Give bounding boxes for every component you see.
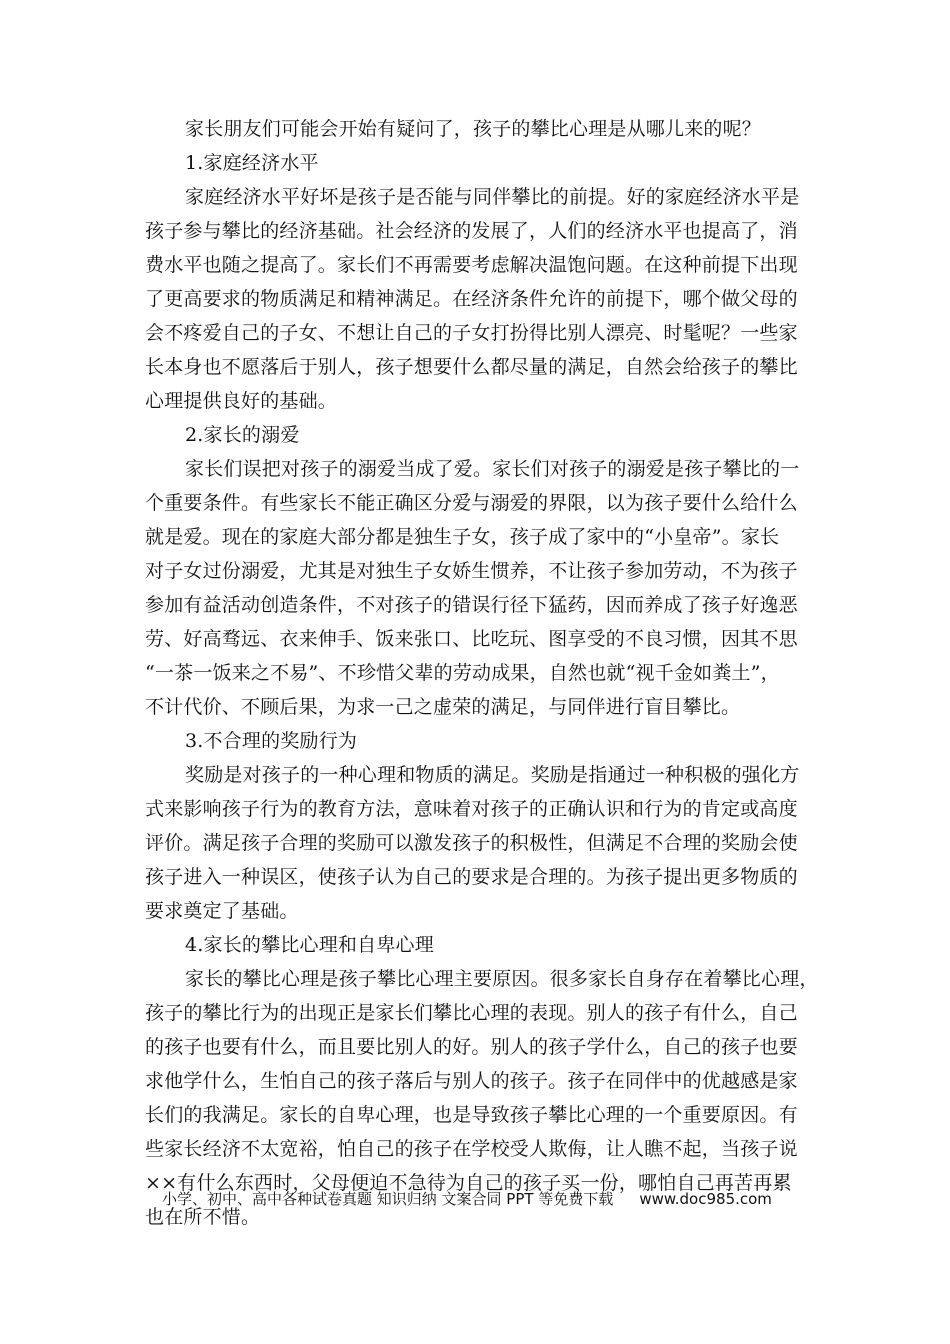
paragraph-line: 会不疼爱自己的子女、不想让自己的子女打扮得比别人漂亮、时髦呢？一些家 [145, 322, 798, 344]
paragraph-line: 孩子参与攀比的经济基础。社会经济的发展了，人们的经济水平也提高了，消 [145, 220, 798, 242]
section-paragraph-1 [145, 180, 817, 418]
paragraph-line: ××有什么东西时，父母便迫不急待为自己的孩子买一份，哪怕自己再苦再累 [145, 1172, 792, 1194]
document-body [145, 112, 817, 1234]
paragraph-line: 参加有益活动创造条件，不对孩子的错误行径下猛药，因而养成了孩子好逸恶 [145, 594, 798, 616]
paragraph-line: 长们的我满足。家长的自卑心理，也是导致孩子攀比心理的一个重要原因。有 [145, 1104, 798, 1126]
paragraph-line: 孩子的攀比行为的出现正是家长们攀比心理的表现。别人的孩子有什么，自己 [145, 1002, 798, 1024]
paragraph-line: 家长们误把对孩子的溺爱当成了爱。家长们对孩子的溺爱是孩子攀比的一 [185, 458, 800, 480]
paragraph-line: 要求奠定了基础。 [145, 900, 299, 922]
paragraph-line: 费水平也随之提高了。家长们不再需要考虑解决温饱问题。在这种前提下出现 [145, 254, 798, 276]
paragraph-line: 个重要条件。有些家长不能正确区分爱与溺爱的界限，以为孩子要什么给什么 [145, 492, 798, 514]
paragraph-line: 孩子进入一种误区，使孩子认为自己的要求是合理的。为孩子提出更多物质的 [145, 866, 798, 888]
paragraph-line: 了更高要求的物质满足和精神满足。在经济条件允许的前提下，哪个做父母的 [145, 288, 798, 310]
paragraph-line: 式来影响孩子行为的教育方法，意味着对孩子的正确认识和行为的肯定或高度 [145, 798, 798, 820]
paragraph-line: 不计代价、不顾后果，为求一己之虚荣的满足，与同伴进行盲目攀比。 [145, 696, 741, 718]
paragraph-line: 对子女过份溺爱，尤其是对独生子女娇生惯养，不让孩子参加劳动，不为孩子 [145, 560, 798, 582]
paragraph-line: 就是爱。现在的家庭大部分都是独生子女，孩子成了家中的“小皇帝”。家长 [145, 526, 780, 548]
section-paragraph-2 [145, 452, 817, 724]
page-footer [162, 1188, 772, 1209]
intro-paragraph: 家长朋友们可能会开始有疑问了，孩子的攀比心理是从哪儿来的呢？ [185, 118, 762, 140]
section-heading-1: 1.家庭经济水平 [185, 152, 319, 174]
paragraph-line: “一茶一饭来之不易”、不珍惜父辈的劳动成果，自然也就“视千金如粪土”， [145, 662, 780, 684]
paragraph-line: 些家长经济不太宽裕，怕自己的孩子在学校受人欺侮，让人瞧不起，当孩子说 [145, 1138, 798, 1160]
paragraph-line: 长本身也不愿落后于别人，孩子想要什么都尽量的满足，自然会给孩子的攀比 [145, 356, 798, 378]
paragraph-line: 也在所不惜。 [145, 1206, 261, 1228]
section-heading-4: 4.家长的攀比心理和自卑心理 [185, 934, 434, 956]
paragraph-line: 心理提供良好的基础。 [145, 390, 338, 412]
paragraph-line: 的孩子也要有什么，而且要比别人的好。别人的孩子学什么，自己的孩子也要 [145, 1036, 798, 1058]
paragraph-line: 评价。满足孩子合理的奖励可以激发孩子的积极性，但满足不合理的奖励会使 [145, 832, 798, 854]
paragraph-line: 奖励是对孩子的一种心理和物质的满足。奖励是指通过一种积极的强化方 [185, 764, 800, 786]
paragraph-line: 家庭经济水平好坏是孩子是否能与同伴攀比的前提。好的家庭经济水平是 [185, 186, 800, 208]
paragraph-line: 家长的攀比心理是孩子攀比心理主要原因。很多家长自身存在着攀比心理， [185, 968, 819, 990]
section-heading-3: 3.不合理的奖励行为 [185, 730, 358, 752]
section-heading-2: 2.家长的溺爱 [185, 424, 300, 446]
footer-url: www.doc985.com [639, 1190, 772, 1208]
paragraph-line: 求他学什么，生怕自己的孩子落后与别人的孩子。孩子在同伴中的优越感是家 [145, 1070, 798, 1092]
footer-text: 小学、初中、高中各种试卷真题 知识归纳 文案合同 PPT 等免费下载 [162, 1190, 614, 1208]
paragraph-line: 劳、好高骛远、衣来伸手、饭来张口、比吃玩、图享受的不良习惯，因其不思 [145, 628, 798, 650]
section-paragraph-3 [145, 758, 817, 928]
